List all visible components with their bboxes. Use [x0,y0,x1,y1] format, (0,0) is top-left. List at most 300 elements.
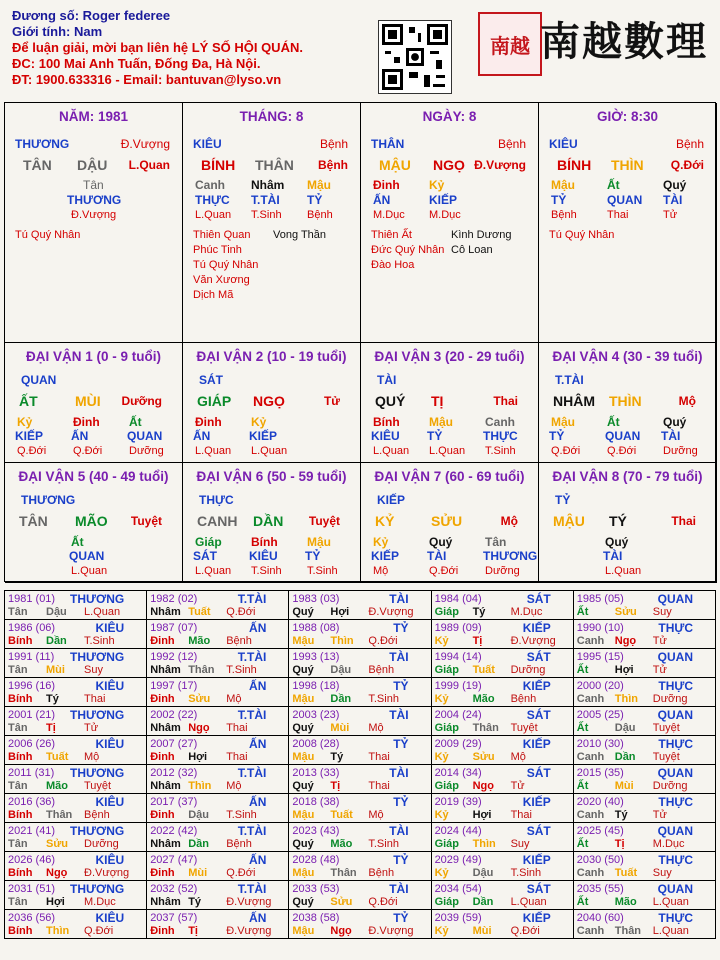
branch-stage: L.Quan [128,158,170,172]
hidden-stem: Mậu [307,178,331,192]
year-label: 2012 (32) [150,767,198,779]
year-god: ẤN [249,679,267,693]
year-pillar: Canh Tuất Suy [576,867,672,879]
year-cell [5,678,147,707]
year-pillar: Nhâm Tý Đ.Vượng [150,896,272,908]
earthly-branch: DẬU [77,157,108,173]
year-pillar: Canh Tý Tử [576,809,667,821]
year-god: QUAN [657,766,693,780]
daivan-hidden-god: KIẾP [15,429,44,443]
year-label: 1988 (08) [292,622,340,634]
daivan-god: THƯƠNG [21,493,76,507]
year-pillar: Kỷ Tị Đ.Vượng [434,635,556,647]
year-god: THỰC [658,621,693,635]
daivan-hidden-god: THỰC [483,429,518,443]
life-stage: Đ.Vượng [120,137,170,151]
year-cell [147,881,289,910]
hidden-stem: Quý [663,178,687,192]
year-pillar: Tân Mùi Suy [8,664,103,676]
hidden-stage: M.Dục [373,209,405,221]
table-row [5,910,716,939]
daivan-hidden-god: ẤN [71,429,89,443]
daivan-hidden-god: ẤN [193,429,211,443]
year-god: TÀI [389,650,409,664]
year-cell [147,707,289,736]
owner-name: Đương số: Roger federee [12,8,171,23]
daivan-cell [361,463,539,583]
star-item: Đào Hoa [371,259,415,271]
year-pillar: Nhâm Thân T.Sinh [150,664,257,676]
daivan-god: T.TÀI [555,373,584,387]
year-cell [5,881,147,910]
year-god: T.TÀI [237,708,267,722]
year-label: 1985 (05) [576,593,624,605]
branch-stage: Đ.Vượng [474,158,526,172]
daivan-hidden-stage: Q.Đới [429,565,459,577]
hidden-god: ẤN [373,193,391,207]
year-god: ẤN [249,795,267,809]
year-label: 2019 (39) [434,796,482,808]
year-pillar: Nhâm Thìn Mộ [150,780,242,792]
daivan-hidden-stem: Kỷ [251,415,267,429]
year-label: 2021 (41) [8,825,56,837]
year-pillar: Bính Tuất Mộ [8,751,100,763]
year-god: TÀI [389,824,409,838]
table-row [5,852,716,881]
daivan-hidden-god: KIÊU [371,429,400,443]
year-cell [289,881,431,910]
year-god: KIẾP [522,679,551,693]
year-pillar: Bính Tý Thai [8,693,106,705]
year-god: TỶ [393,621,409,635]
year-pillar: Đinh Dậu T.Sinh [150,809,257,821]
year-god: THƯƠNG [70,592,125,606]
year-god: T.TÀI [237,650,267,664]
year-cell [573,649,715,678]
year-god: KIÊU [95,621,125,635]
year-label: 1996 (16) [8,680,56,692]
year-god: ẤN [249,621,267,635]
daivan-branch: MÙI [75,393,101,409]
year-label: 2032 (52) [150,883,198,895]
daivan-stage: Mộ [678,394,696,408]
year-god: KIẾP [522,911,551,925]
star-item: Tú Quý Nhân [549,229,615,241]
year-god: TÀI [389,708,409,722]
seal-stamp: 南越 [478,12,542,76]
year-pillar: Giáp Thìn Suy [434,838,530,850]
daivan-hidden-god: TỶ [427,429,443,443]
star-item: Đức Quý Nhân [371,244,445,256]
year-god: TỶ [393,853,409,867]
daivan-cell [5,463,183,583]
daivan-hidden-stem: Đinh [195,415,222,429]
year-cell [573,910,715,939]
daivan-hidden-stem: Ất [129,415,142,429]
hidden-stage: Tử [663,209,678,221]
hidden-god: TỶ [307,193,323,207]
hidden-stage: T.Sinh [251,209,282,221]
daivan-hidden-stage: T.Sinh [485,445,516,457]
daivan-hidden-stage: Q.Đới [73,445,103,457]
year-god: THỰC [658,853,693,867]
year-cell [147,620,289,649]
daivan-hidden-stage: Q.Đới [17,445,47,457]
table-row [5,736,716,765]
year-god: THỰC [658,737,693,751]
year-cell [147,823,289,852]
year-cell [289,823,431,852]
daivan-cell [183,343,361,463]
year-cell [147,910,289,939]
table-row [5,794,716,823]
year-pillar: Kỷ Dậu T.Sinh [434,867,542,879]
year-god: QUAN [657,650,693,664]
year-cell [573,678,715,707]
ten-god: THÂN [371,137,405,151]
daivan-hidden-stage: T.Sinh [307,565,338,577]
year-cell [573,765,715,794]
year-pillar: Tân Sửu Dưỡng [8,838,119,850]
year-god: TỶ [393,911,409,925]
year-cell [573,736,715,765]
year-god: THƯƠNG [70,824,125,838]
hidden-stage: Bệnh [551,209,577,221]
year-pillar: Canh Thân L.Quan [576,925,689,937]
year-cell [5,852,147,881]
year-label: 2013 (33) [292,767,340,779]
year-god: KIÊU [95,679,125,693]
year-label: 2011 (31) [8,767,55,779]
year-label: 2009 (29) [434,738,482,750]
hidden-stem: Nhâm [251,178,285,192]
year-label: 2007 (27) [150,738,198,750]
year-cell [289,794,431,823]
chart-grid [4,102,716,582]
year-label: 2022 (42) [150,825,198,837]
hidden-stem: Canh [195,178,225,192]
daivan-stem: GIÁP [197,393,232,409]
daivan-stage: Tuyệt [308,514,340,528]
daivan-title: ĐẠI VẬN 1 (0 - 9 tuổi) [25,349,161,364]
year-god: TỶ [393,679,409,693]
year-god: SÁT [526,882,551,896]
year-cell [431,591,573,620]
year-pillar: Giáp Dần L.Quan [434,896,547,908]
year-god: ẤN [249,737,267,751]
year-label: 2023 (43) [292,825,340,837]
year-label: 2024 (44) [434,825,482,837]
year-cell [5,591,147,620]
table-row [5,649,716,678]
year-label: 2015 (35) [576,767,624,779]
hidden-god: QUAN [607,193,643,207]
year-pillar: Quý Dậu Bệnh [292,664,395,676]
year-pillar: Quý Hợi Đ.Vượng [292,606,414,618]
table-row [5,707,716,736]
year-label: 2014 (34) [434,767,482,779]
hidden-stem: Ất [607,178,620,192]
daivan-cell [183,463,361,583]
year-god: THƯƠNG [70,882,125,896]
year-label: 2028 (48) [292,854,340,866]
year-god: KIÊU [95,795,125,809]
daivan-hidden-stage: Dưỡng [663,445,698,457]
star-item: Phúc Tinh [193,244,242,256]
daivan-cell [539,343,717,463]
daivan-branch: TỊ [431,393,444,409]
year-label: 2034 (54) [434,883,482,895]
daivan-stage: Tuyệt [130,514,162,528]
year-cell [431,881,573,910]
year-label: 2039 (59) [434,912,482,924]
daivan-hidden-stem: Ất [71,535,84,549]
year-pillar: Kỷ Mùi Q.Đới [434,925,540,937]
year-pillar: Mậu Dần T.Sinh [292,693,399,705]
daivan-hidden-stage: Dưỡng [129,445,164,457]
life-stage: Bệnh [497,137,526,151]
pillar-title: NGÀY: 8 [422,109,477,124]
daivan-hidden-stage: Mộ [373,565,389,577]
year-cell [289,736,431,765]
year-label: 2025 (45) [576,825,624,837]
year-pillar: Ất Tị M.Dục [576,838,685,850]
daivan-hidden-god: SÁT [193,549,217,563]
year-cell [573,591,715,620]
earthly-branch: NGỌ [433,157,465,173]
daivan-stem: MẬU [553,513,585,529]
year-pillar: Quý Mão T.Sinh [292,838,399,850]
pillar-title: NĂM: 1981 [58,109,129,124]
ten-god: THƯƠNG [15,137,70,151]
star-item: Tú Quý Nhân [15,229,81,241]
table-row [5,591,716,620]
year-pillar: Mậu Tuất Mộ [292,809,384,821]
year-god: QUAN [657,708,693,722]
year-pillar: Bính Thìn Q.Đới [8,925,114,937]
hidden-stem: Tân [83,178,104,192]
hidden-stage: Đ.Vượng [71,209,117,221]
year-label: 2035 (55) [576,883,624,895]
star-item: Kình Dương [451,229,512,241]
star-item: Cô Loan [451,244,493,256]
daivan-stage: Thai [493,394,518,408]
year-pillar: Ất Mùi Dưỡng [576,780,688,792]
daivan-title: ĐẠI VẬN 7 (60 - 69 tuổi) [374,469,525,484]
hidden-stem: Mậu [551,178,575,192]
daivan-title: ĐẠI VẬN 5 (40 - 49 tuổi) [18,469,169,484]
hidden-god: TÀI [663,193,683,207]
year-label: 2020 (40) [576,796,624,808]
daivan-branch: TÝ [609,513,627,529]
year-god: THỰC [658,795,693,809]
daivan-cell [539,463,717,583]
daivan-hidden-stem: Giáp [195,535,222,549]
year-pillar: Bính Dần T.Sinh [8,635,115,647]
daivan-god: KIẾP [377,493,406,507]
year-god: QUAN [657,824,693,838]
daivan-stage: Thai [671,514,696,528]
year-god: QUAN [657,592,693,606]
daivan-hidden-stem: Kỷ [373,535,389,549]
year-label: 1986 (06) [8,622,56,634]
star-item: Vong Thần [273,229,327,241]
year-pillar: Kỷ Hợi Thai [434,809,532,821]
year-pillar: Bính Ngọ Đ.Vượng [8,867,130,879]
daivan-stem: NHÂM [553,393,595,409]
year-label: 2003 (23) [292,709,340,721]
year-cell [431,707,573,736]
daivan-hidden-god: THƯƠNG [483,549,538,563]
star-item: Thiên Ất [371,229,412,241]
star-item: Dịch Mã [193,289,234,301]
hidden-stage: Thai [607,209,629,221]
daivan-stem: TÂN [19,513,48,529]
daivan-title: ĐẠI VẬN 3 (20 - 29 tuổi) [374,349,525,364]
qr-code-icon [378,20,452,94]
year-god: THỰC [658,679,693,693]
year-label: 1990 (10) [576,622,624,634]
year-pillar: Đinh Hợi Thai [150,751,248,763]
year-pillar: Quý Sửu Q.Đới [292,896,398,908]
daivan-hidden-god: KIẾP [249,429,278,443]
year-label: 2005 (25) [576,709,624,721]
daivan-branch: THÌN [609,393,642,409]
year-label: 2001 (21) [8,709,56,721]
year-pillar: Ất Hợi Tử [576,664,667,676]
year-pillar: Mậu Tý Thai [292,751,390,763]
daivan-hidden-god: QUAN [69,549,105,563]
year-label: 2008 (28) [292,738,340,750]
year-god: THƯƠNG [70,708,125,722]
year-cell [431,910,573,939]
year-cell [573,620,715,649]
year-pillar: Nhâm Dần Bệnh [150,838,252,850]
year-pillar: Ất Sửu Suy [576,606,672,618]
daivan-title: ĐẠI VẬN 8 (70 - 79 tuổi) [552,469,703,484]
year-pillar: Đinh Sửu Mộ [150,693,242,705]
heavenly-stem: BÍNH [557,157,592,173]
daivan-hidden-stage: L.Quan [429,445,466,457]
ten-god: KIÊU [193,137,222,151]
pillar-cell [539,103,717,343]
year-label: 2027 (47) [150,854,198,866]
year-pillar: Mậu Thân Bệnh [292,867,395,879]
pillar-title: GIỜ: 8:30 [596,109,659,124]
daivan-hidden-stem: Bính [373,415,400,429]
year-god: T.TÀI [237,882,267,896]
gender: Giới tính: Nam [12,24,103,39]
life-stage: Bệnh [675,137,704,151]
earthly-branch: THÌN [611,157,644,173]
year-label: 2031 (51) [8,883,56,895]
year-god: ẤN [249,853,267,867]
year-label: 2030 (50) [576,854,624,866]
year-pillar: Kỷ Mão Bệnh [434,693,537,705]
year-label: 1981 (01) [8,593,56,605]
year-pillar: Tân Tị Tử [8,722,99,734]
year-god: KIẾP [522,853,551,867]
daivan-god: SÁT [199,373,223,387]
year-label: 2037 (57) [150,912,198,924]
year-god: SÁT [526,650,551,664]
year-god: SÁT [526,824,551,838]
year-pillar: Canh Dần Tuyệt [576,751,680,763]
annual-table [4,590,716,939]
year-god: T.TÀI [237,592,267,606]
year-pillar: Quý Mùi Mộ [292,722,384,734]
daivan-god: QUAN [21,373,57,387]
heavenly-stem: TÂN [23,157,52,173]
year-pillar: Quý Tị Thai [292,780,390,792]
year-pillar: Bính Thân Bệnh [8,809,110,821]
pillar-cell [5,103,183,343]
year-pillar: Nhâm Tuất Q.Đới [150,606,256,618]
hidden-god: KIẾP [429,193,458,207]
daivan-cell [5,343,183,463]
daivan-hidden-stem: Ất [607,415,620,429]
year-cell [5,736,147,765]
year-god: KIÊU [95,737,125,751]
year-cell [431,620,573,649]
table-row [5,678,716,707]
daivan-hidden-stage: Dưỡng [485,565,520,577]
life-stage: Bệnh [319,137,348,151]
year-label: 1989 (09) [434,622,482,634]
year-cell [573,707,715,736]
daivan-hidden-god: TÀI [427,549,447,563]
pillar-title: THÁNG: 8 [239,109,304,124]
daivan-hidden-stage: Q.Đới [607,445,637,457]
daivan-hidden-stage: L.Quan [251,445,288,457]
year-cell [431,765,573,794]
year-label: 1999 (19) [434,680,482,692]
year-cell [431,736,573,765]
year-label: 1987 (07) [150,622,198,634]
address-line: ĐC: 100 Mai Anh Tuấn, Đống Đa, Hà Nội. [12,56,261,71]
daivan-hidden-stage: L.Quan [605,565,642,577]
brand-logo: 南越數理 [540,18,708,65]
daivan-hidden-god: KIẾP [371,549,400,563]
year-god: KIÊU [95,911,125,925]
year-cell [431,649,573,678]
year-pillar: Nhâm Ngọ Thai [150,722,248,734]
daivan-hidden-stem: Quý [605,535,629,549]
year-god: KIÊU [95,853,125,867]
star-item: Tú Quý Nhân [193,259,259,271]
year-god: T.TÀI [237,766,267,780]
year-cell [289,707,431,736]
daivan-hidden-stage: Q.Đới [551,445,581,457]
year-cell [289,620,431,649]
hidden-god: THƯƠNG [67,193,122,207]
daivan-god: TỶ [555,493,571,507]
year-god: T.TÀI [237,824,267,838]
year-pillar: Tân Hợi M.Dục [8,896,116,908]
year-label: 2000 (20) [576,680,624,692]
year-label: 2033 (53) [292,883,340,895]
heavenly-stem: BÍNH [201,157,236,173]
year-cell [5,707,147,736]
daivan-stem: ẤT [19,393,38,409]
year-label: 1994 (14) [434,651,482,663]
daivan-stage: Tử [323,394,340,408]
table-row [5,765,716,794]
year-cell [147,765,289,794]
daivan-hidden-god: TÀI [661,429,681,443]
year-label: 1998 (18) [292,680,340,692]
daivan-god: TÀI [377,373,397,387]
